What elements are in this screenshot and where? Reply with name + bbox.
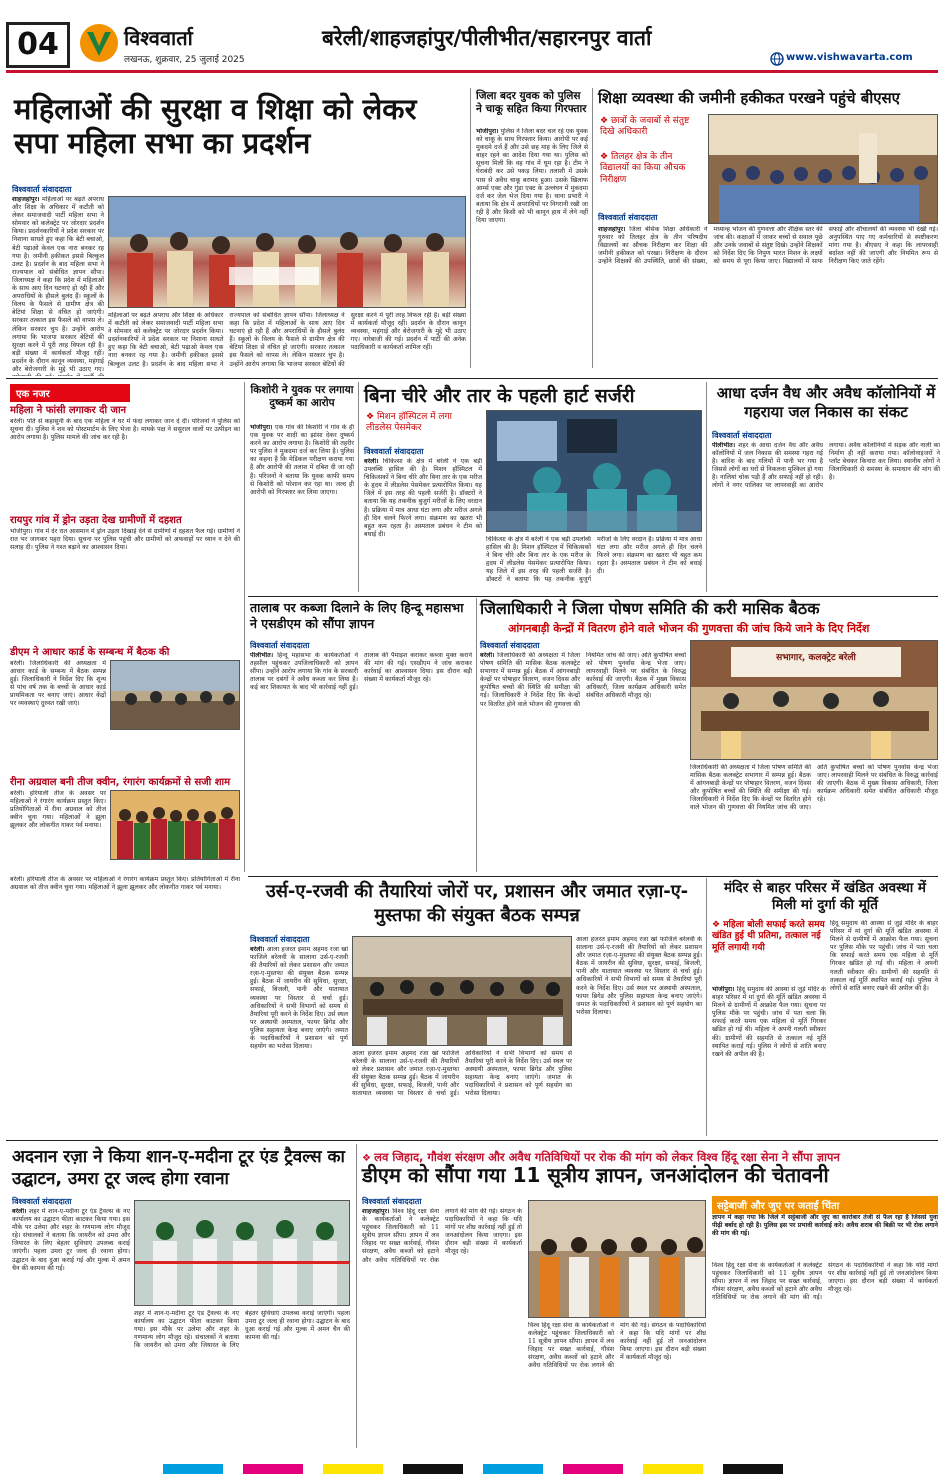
ek-najar-label: एक नजर — [10, 384, 130, 402]
place-pond: पीलीभीत। — [250, 652, 274, 659]
satta-label-text: सट्टेबाजी और जुए पर जताई चिंता — [717, 1201, 840, 1212]
photo-urs — [352, 936, 572, 1046]
col-divider — [476, 598, 477, 872]
page-number-text: 04 — [17, 27, 59, 62]
headline-adnan: अदनान रज़ा ने किया शान-ए-मदीना टूर एंड ट्रैवल्स का उद्घाटन, उमरा टूर जल्द होगा रवाना — [12, 1147, 345, 1189]
place-expelled: भोजीपुरा। — [476, 128, 499, 135]
bsa-bullet-2-text: तिलहर क्षेत्र के तीन विद्यालयों का किया औचक निरीक्षण — [600, 152, 686, 185]
vhp-top-icon: ❖ — [362, 1153, 375, 1164]
story-vhp-body-2 — [528, 1322, 706, 1448]
body-sp-1: महिलाओं पर बढ़ते अपराध और शिक्षा के अधिकार में कटौती को लेकर समाजवादी पार्टी महिला सभा ने सोमवार को कलेक्ट्रेट पर जोरदार प्रदर्शन किया। प्रदर्शनकारियों ने प्रदेश सरकार पर निशाना साधते हुए कहा कि बेटी बचाओ, बेटी पढ़ाओ केवल एक नारा बनकर रह गया है। जमीनी हकीकत इससे बिल्कुल उलट है। प्रदर्शन के बाद महिला सभा ने राज्यपाल को संबोधित ज्ञापन सौंपा। जिलाध्यक्ष ने कहा कि प्रदेश में महिलाओं के साथ आए दिन घटनाएं हो रही हैं और अपराधियों के हौसले बुलंद हैं। स्कूलों के विलय के फैसले से ग्रामीण क्षेत्र की बेटियां शिक्षा से वंचित हो जाएंगी। सरकार तत्काल इस फैसले को वापस ले। लेकिन सरकार चुप है। उन्होंने आरोप लगाया कि भाजपा सरकार बेटियों की सुरक्षा करने में पूरी तरह विफल रही है। बड़ी संख्या में कार्यकर्ता मौजूद रहीं। प्रदर्शन के दौरान कानून व्यवस्था, महंगाई और बेरोजगारी के मुद्दे भी उठाए गए। — [12, 196, 104, 373]
story-poshan-body-2 — [690, 764, 938, 872]
place-sp: शाहजहांपुर। — [12, 196, 40, 203]
eknajar-item-4-headline: रीना अग्रवाल बनी तीज क्वीन, रंगारंग कार्यक्रमों से सजी शाम — [10, 777, 231, 788]
photo-poshan — [690, 640, 938, 760]
website-link[interactable]: www.vishwavarta.com — [786, 52, 913, 63]
photo-bsa — [708, 114, 938, 224]
bsa-bullet-1 — [600, 116, 700, 139]
story-bsa-body — [598, 226, 938, 372]
place-kidnap: भोजीपुरा। — [250, 424, 273, 431]
eknajar-item-4-row — [10, 790, 240, 870]
story-expelled-body — [476, 128, 588, 376]
story-sp-body — [12, 196, 104, 376]
headline-expelled: जिला बदर युवक को पुलिस ने चाकू सहित किया गिरफ्तार — [476, 90, 587, 115]
body-adnan-2: शहर में शान-ए-मदीना टूर एंड ट्रैवल्स के नए कार्यालय का उद्घाटन फीता काटकर किया गया। इस मौके पर उलेमा और शहर के गणमान्य लोग मौजूद रहे। संचालकों ने बताया कि जायरीन को उमरा और जियारत के लिए बेहतर सुविधाएं उपलब्ध कराई जाएंगी। पहला उमरा टूर जल्द ही रवाना होगा। उद्घाटन के बाद दुआ कराई गई और मुल्क में अमन चैन की कामना की गई। — [134, 1310, 350, 1350]
photo-teej — [110, 790, 240, 860]
place-vhp: शाहजहांपुर। — [362, 1208, 390, 1215]
teej-continued-text: बरेली। हरियाली तीज के अवसर पर महिलाओं ने रंगारंग कार्यक्रम प्रस्तुत किए। प्रतियोगिताओं में रीना अग्रवाल को तीज क्वीन चुना गया। महिलाओं ने झूला झूलकर और लोकगीत गाकर पर्व मनाया। — [10, 876, 240, 892]
body-durga-1: हिंदू समुदाय की आस्था से जुड़े मंदिर के बाहर परिसर में मां दुर्गा की मूर्ति खंडित अवस्था में मिलने से ग्रामीणों में आक्रोश फैल गया। सूचना पर पुलिस मौके पर पहुंची। जांच में पता चला कि सफाई करते समय एक महिला से मूर्ति गिरकर खंडित हो गई थी। महिला ने अपनी गलती स्वीकार की। ग्रामीणों की सहमति से तत्काल नई मूर्ति स्थापित कराई गई। पुलिस ने लोगों से शांति बनाए रखने की अपील की है। — [712, 986, 826, 1058]
masthead — [0, 0, 945, 78]
place-heart: बरेली। — [364, 458, 379, 465]
body-satta-1: ज्ञापन में कहा गया कि जिले में सट्टेबाजी और जुए का कारोबार तेजी से फैल रहा है जिससे युवा पीढ़ी बर्बाद हो रही है। पुलिस इस पर प्रभावी कार्रवाई करे। अवैध शराब की बिक्री पर भी रोक लगाने की मांग की गई। — [712, 1214, 938, 1238]
place-colonies: पीलीभीत। — [712, 442, 736, 449]
story-vhp-body — [362, 1208, 522, 1448]
eknajar-item-4-body: बरेली। हरियाली तीज के अवसर पर महिलाओं ने रंगारंग कार्यक्रम प्रस्तुत किए। प्रतियोगिताओं में रीना अग्रवाल को तीज क्वीन चुना गया। महिलाओं ने झूला झूलकर और लोकगीत गाकर पर्व मनाया। — [10, 790, 106, 830]
page-number — [6, 22, 70, 68]
story-urs-body — [250, 946, 348, 1136]
body-urs-1: आला हजरत इमाम अहमद रजा खां फाजिले बरेलवी के सालाना उर्स-ए-रजवी की तैयारियों को लेकर प्रशासन और जमात रज़ा-ए-मुस्तफा की संयुक्त बैठक सम्पन्न हुई। बैठक में जायरीन की सुविधा, सुरक्षा, सफाई, बिजली, पानी और यातायात व्यवस्था पर विस्तार से चर्चा हुई। अधिकारियों ने सभी विभागों को समय से तैयारियां पूरी करने के निर्देश दिए। उर्स स्थल पर अस्थायी अस्पताल, फायर ब्रिगेड और पुलिस सहायता केन्द्र बनाए जाएंगे। जमात के पदाधिकारियों ने प्रशासन को पूर्ण सहयोग का भरोसा दिलाया। — [250, 946, 348, 1051]
bsa-bullet-2 — [600, 152, 700, 186]
paper-name: विश्ववार्ता — [124, 26, 193, 50]
byline-pond: विश्ववार्ता संवाददाता — [250, 641, 310, 650]
durga-bullet-text: महिला बोली सफाई करते समय खंडित हुई थी प्रतिमा, तत्काल नई मूर्ति लगायी गयी — [712, 920, 825, 953]
story-heart-body-2 — [486, 536, 702, 592]
body-poshan-1: जिलाधिकारी की अध्यक्षता में जिला पोषण समिति की मासिक बैठक कलक्ट्रेट सभागार में सम्पन्न हुई। बैठक में आंगनबाड़ी केन्द्रों पर पोषाहार वितरण, वजन दिवस और कुपोषित बच्चों की स्थिति की समीक्षा की गई। जिलाधिकारी ने निर्देश दिए कि केन्द्रों पर वितरित होने वाले भोजन की गुणवत्ता की नियमित जांच की जाए। अति कुपोषित बच्चों को पोषण पुनर्वास केन्द्र भेजा जाए। लापरवाही मिलने पर संबंधित के विरुद्ध कार्रवाई की जाएगी। बैठक में मुख्य विकास अधिकारी, जिला कार्यक्रम अधिकारी समेत संबंधित अधिकारी मौजूद रहे। — [480, 652, 686, 708]
poshan-sub: आंगनबाड़ी केन्द्रों में वितरण होने वाले भोजन की गुणवत्ता की जांच किये जाने के दिए निर्देश — [508, 622, 870, 635]
story-satta-body — [712, 1214, 938, 1258]
body-expelled: पुलिस ने जिला बदर चल रहे एक युवक को चाकू के साथ गिरफ्तार किया। आरोपी पर कई मुकदमे दर्ज हैं और उसे छह माह के लिए जिले से बाहर रहने का आदेश दिया गया था। पुलिस को सूचना मिली कि वह गांव में घूम रहा है। टीम ने घेराबंदी कर उसे पकड़ लिया। तलाशी में उसके पास से अवैध चाकू बरामद हुआ। उसके खिलाफ आर्म्स एक्ट और गुंडा एक्ट के उल्लंघन में मुकदमा दर्ज कर जेल भेज दिया गया है। थाना प्रभारी ने बताया कि क्षेत्र में अपराधियों पर निगरानी रखी जा रही है और किसी को भी कानून हाथ में लेने नहीं दिया जाएगा। — [476, 128, 588, 225]
story-urs-body-3 — [576, 936, 702, 1136]
byline-adnan: विश्ववार्ता संवाददाता — [12, 1197, 72, 1206]
eknajar-item-2-headline: रायपुर गांव में ड्रोन उड़ता देख ग्रामीणों में दहशत — [10, 515, 182, 526]
headline-bsa: शिक्षा व्यवस्था की जमीनी हकीकत परखने पहुंचे बीएसए — [598, 89, 900, 107]
body-vhp-3: विश्व हिंदू रक्षा सेना के कार्यकर्ताओं ने कलेक्ट्रेट पहुंचकर जिलाधिकारी को 11 सूत्रीय ज्ञापन सौंपा। ज्ञापन में लव जिहाद पर सख्त कार्रवाई, गौवंश संरक्षण, अवैध कब्जों को हटाने और अवैध गतिविधियों पर रोक लगाने की मांग की गई। संगठन के पदाधिकारियों ने कहा कि यदि मांगों पर शीघ्र कार्रवाई नहीं हुई तो जनआंदोलन किया जाएगा। इस दौरान बड़ी संख्या में कार्यकर्ता मौजूद रहे। — [712, 1262, 938, 1302]
body-adnan-1: शहर में शान-ए-मदीना टूर एंड ट्रैवल्स के नए कार्यालय का उद्घाटन फीता काटकर किया गया। इस मौके पर उलेमा और शहर के गणमान्य लोग मौजूद रहे। संचालकों ने बताया कि जायरीन को उमरा और जियारत के लिए बेहतर सुविधाएं उपलब्ध कराई जाएंगी। पहला उमरा टूर जल्द ही रवाना होगा। उद्घाटन के बाद दुआ कराई गई और मुल्क में अमन चैन की कामना की गई। — [12, 1208, 130, 1272]
byline-sp: विश्ववार्ता संवाददाता — [12, 185, 72, 194]
masthead-rule — [6, 70, 938, 73]
body-sp-2: महिलाओं पर बढ़ते अपराध और शिक्षा के अधिकार में कटौती को लेकर समाजवादी पार्टी महिला सभा ने सोमवार को कलेक्ट्रेट पर जोरदार प्रदर्शन किया। प्रदर्शनकारियों ने प्रदेश सरकार पर निशाना साधते हुए कहा कि बेटी बचाओ, बेटी पढ़ाओ केवल एक नारा बनकर रह गया है। जमीनी हकीकत इससे बिल्कुल उलट है। प्रदर्शन के बाद महिला सभा ने राज्यपाल को संबोधित ज्ञापन सौंपा। जिलाध्यक्ष ने कहा कि प्रदेश में महिलाओं के साथ आए दिन घटनाएं हो रही हैं और अपराधियों के हौसले बुलंद हैं। स्कूलों के विलय के फैसले से ग्रामीण क्षेत्र की बेटियां शिक्षा से वंचित हो जाएंगी। सरकार तत्काल इस फैसले को वापस ले। लेकिन सरकार चुप है। उन्होंने आरोप लगाया कि भाजपा सरकार बेटियों की सुरक्षा करने में पूरी तरह विफल रही है। बड़ी संख्या में कार्यकर्ता मौजूद रहीं। प्रदर्शन के दौरान कानून व्यवस्था, महंगाई और बेरोजगारी के मुद्दे भी उठाए गए। नारेबाजी की गई। प्रदर्शन में पार्टी की अनेक पदाधिकारी व कार्यकर्ता शामिल रहीं। — [108, 312, 466, 368]
body-kidnap: एक गांव की किशोरी ने गांव के ही एक युवक पर शादी का झांसा देकर दुष्कर्म करने का आरोप लगाया है। किशोरी की तहरीर पर पुलिस ने मुकदमा दर्ज कर लिया है। पुलिस का कहना है कि मेडिकल परीक्षण कराया गया है और आरोपी की तलाश में दबिश दी जा रही है। परिजनों ने बताया कि युवक काफी समय से किशोरी को परेशान कर रहा था। जल्द ही आरोपी को गिरफ्तार कर लिया जाएगा। — [250, 424, 354, 496]
story-adnan-body-2 — [134, 1310, 350, 1448]
heart-sub-text: मिशन हॉस्पिटल में लगा लीडलेस पेसमेकर — [366, 412, 452, 434]
headline-durga: मंदिर से बाहर परिसर में खंडित अवस्था में मिली मां दुर्गा की मूर्ति — [723, 880, 927, 913]
byline-heart: विश्ववार्ता संवाददाता — [364, 447, 424, 456]
bullet-icon: ❖ — [600, 152, 611, 162]
place-bsa: शाहजहांपुर। — [598, 226, 626, 233]
body-heart-2: चिकित्सा के क्षेत्र में बरेली ने एक बड़ी उपलब्धि हासिल की है। मिशन हॉस्पिटल में चिकित्सकों ने बिना चीरे और बिना तार के एक मरीज के हृदय में लीडलेस पेसमेकर प्रत्यारोपित किया। यह जिले में इस तरह की पहली सर्जरी है। डॉक्टरों ने बताया कि यह तकनीक बुजुर्ग मरीजों के लिए वरदान है। प्रक्रिया में मात्र आधा घंटा लगा और मरीज अगले ही दिन चलने फिरने लगा। संक्रमण का खतरा भी बहुत कम रहता है। अस्पताल प्रबंधन ने टीम को बधाई दी। — [486, 536, 702, 584]
byline-urs: विश्ववार्ता संवाददाता — [250, 935, 310, 944]
bsa-bullet-1-text: छात्रों के जवाबों से संतुष्ट दिखे अधिकारी — [600, 116, 690, 138]
eknajar-item-3-row — [10, 660, 240, 770]
col-divider — [244, 382, 245, 872]
col-divider — [358, 382, 359, 592]
place-urs: बरेली। — [250, 946, 265, 953]
story-satta-body-2 — [712, 1262, 938, 1448]
byline-colonies: विश्ववार्ता संवाददाता — [712, 431, 772, 440]
body-vhp-2: विश्व हिंदू रक्षा सेना के कार्यकर्ताओं ने कलेक्ट्रेट पहुंचकर जिलाधिकारी को 11 सूत्रीय ज्ञापन सौंपा। ज्ञापन में लव जिहाद पर सख्त कार्रवाई, गौवंश संरक्षण, अवैध कब्जों को हटाने और अवैध गतिविधियों पर रोक लगाने की मांग की गई। संगठन के पदाधिकारियों ने कहा कि यदि मांगों पर शीघ्र कार्रवाई नहीं हुई तो जनआंदोलन किया जाएगा। इस दौरान बड़ी संख्या में कार्यकर्ता मौजूद रहे। — [528, 1322, 706, 1370]
photo-vhp — [528, 1200, 706, 1318]
place-durga: भोजीपुरा। — [712, 986, 735, 993]
body-poshan-2: जिलाधिकारी की अध्यक्षता में जिला पोषण समिति की मासिक बैठक कलक्ट्रेट सभागार में सम्पन्न हुई। बैठक में आंगनबाड़ी केन्द्रों पर पोषाहार वितरण, वजन दिवस और कुपोषित बच्चों की स्थिति की समीक्षा की गई। जिलाधिकारी ने निर्देश दिए कि केन्द्रों पर वितरित होने वाले भोजन की गुणवत्ता की नियमित जांच की जाए। अति कुपोषित बच्चों को पोषण पुनर्वास केन्द्र भेजा जाए। लापरवाही मिलने पर संबंधित के विरुद्ध कार्रवाई की जाएगी। बैठक में मुख्य विकास अधिकारी, जिला कार्यक्रम अधिकारी समेत संबंधित अधिकारी मौजूद रहे। — [690, 764, 938, 812]
story-adnan-body — [12, 1208, 130, 1448]
headline-sp: महिलाओं की सुरक्षा व शिक्षा को लेकर सपा महिला सभा का प्रदर्शन — [14, 92, 417, 160]
photo-adnan — [134, 1200, 350, 1306]
heart-sub — [366, 412, 476, 435]
photo-heart — [486, 410, 702, 532]
headline-heart: बिना चीरे और तार के पहली हार्ट सर्जरी — [364, 385, 635, 407]
place-adnan: बरेली। — [12, 1208, 27, 1215]
place-poshan: बरेली। — [480, 652, 495, 659]
bullet-icon: ❖ — [600, 116, 611, 126]
story-heart-body — [364, 458, 482, 592]
edition-title: बरेली/शाहजहांपुर/पीलीभीत/सहारनपुर वार्ता — [322, 26, 652, 50]
headline-pond: तालाब पर कब्जा दिलाने के लिए हिन्दू महासभा ने एसडीएम को सौंपा ज्ञापन — [250, 600, 464, 631]
body-urs-3: आला हजरत इमाम अहमद रजा खां फाजिले बरेलवी के सालाना उर्स-ए-रजवी की तैयारियों को लेकर प्रशासन और जमात रज़ा-ए-मुस्तफा की संयुक्त बैठक सम्पन्न हुई। बैठक में जायरीन की सुविधा, सुरक्षा, सफाई, बिजली, पानी और यातायात व्यवस्था पर विस्तार से चर्चा हुई। अधिकारियों ने सभी विभागों को समय से तैयारियां पूरी करने के निर्देश दिए। उर्स स्थल पर अस्थायी अस्पताल, फायर ब्रिगेड और पुलिस सहायता केन्द्र बनाए जाएंगे। जमात के पदाधिकारियों ने प्रशासन को पूर्ण सहयोग का भरोसा दिलाया। — [576, 936, 702, 1016]
story-kidnap-body — [250, 424, 354, 592]
byline-vhp: विश्ववार्ता संवाददाता — [362, 1197, 422, 1206]
body-bsa: जिला बेसिक शिक्षा अधिकारी ने गुरुवार को तिलहर क्षेत्र के तीन परिषदीय विद्यालयों का औचक निरीक्षण कर शिक्षा की जमीनी हकीकत को परखा। निरीक्षण के दौरान उन्होंने शिक्षकों की उपस्थिति, छात्रों की संख्या, मध्यान्ह भोजन की गुणवत्ता और शैक्षिक स्तर की जांच की। कक्षाओं में जाकर बच्चों से सवाल पूछे और उनके जवाबों से संतुष्ट दिखे। उन्होंने शिक्षकों को निर्देश दिए कि निपुण भारत मिशन के लक्ष्यों को समय से पूरा किया जाए। विद्यालयों में साफ सफाई और शौचालयों की व्यवस्था भी देखी गई। अनुपस्थित पाए गए कर्मचारियों से स्पष्टीकरण मांगा गया है। बीएसए ने कहा कि लापरवाही बर्दाश्त नहीं की जाएगी और नियमित रूप से निरीक्षण किए जाते रहेंगे। — [598, 226, 938, 266]
story-durga-body — [712, 986, 826, 1136]
bullet-icon: ❖ — [712, 920, 724, 930]
story-durga-body-2 — [830, 920, 938, 1136]
byline-poshan: विश्ववार्ता संवाददाता — [480, 641, 540, 650]
story-sp-body-2 — [108, 312, 466, 376]
body-colonies: शहर के आधा दर्जन वैध और अवैध कॉलोनियों में जल निकास की समस्या गहरा गई है। बारिश के बाद गलियों में पानी भर गया है जिससे लोगों का घरों से निकलना मुश्किल हो गया है। नालियां चोक पड़ी हैं और सफाई नहीं हो रही। लोगों ने नगर पालिका पर लापरवाही का आरोप लगाया। अवैध कॉलोनियों में सड़क और नाली का निर्माण ही नहीं कराया गया। कॉलोनाइजरों ने प्लॉट बेचकर किनारा कर लिया। स्थानीय लोगों ने जिलाधिकारी से समस्या के समाधान की मांग की है। — [712, 442, 940, 490]
logo-icon — [78, 22, 120, 64]
globe-icon — [770, 51, 784, 65]
body-pond: हिन्दू महासभा के कार्यकर्ताओं ने तहसील पहुंचकर उपजिलाधिकारी को ज्ञापन सौंपा। उन्होंने आरोप लगाया कि गांव के सरकारी तालाब पर दबंगों ने अवैध कब्जा कर लिया है। कई बार शिकायत के बाद भी कार्रवाई नहीं हुई। तालाब की पैमाइश कराकर कब्जा मुक्त कराने की मांग की गई। एसडीएम ने जांच कराकर कार्रवाई का आश्वासन दिया। इस दौरान बड़ी संख्या में कार्यकर्ता मौजूद रहे। — [250, 652, 472, 692]
headline-poshan: जिलाधिकारी ने जिला पोषण समिति की करी मासिक बैठक — [480, 599, 820, 618]
col-divider — [356, 1144, 357, 1448]
eknajar-item-3-headline: डीएम ने आधार कार्ड के सम्बन्ध में बैठक की — [10, 647, 170, 658]
registration-bar — [0, 1464, 945, 1474]
section-rule — [6, 1140, 938, 1141]
body-durga-2: हिंदू समुदाय की आस्था से जुड़े मंदिर के बाहर परिसर में मां दुर्गा की मूर्ति खंडित अवस्था में मिलने से ग्रामीणों में आक्रोश फैल गया। सूचना पर पुलिस मौके पर पहुंची। जांच में पता चला कि सफाई करते समय एक महिला से मूर्ति गिरकर खंडित हो गई थी। महिला ने अपनी गलती स्वीकार की। ग्रामीणों की सहमति से तत्काल नई मूर्ति स्थापित कराई गई। पुलिस ने लोगों से शांति बनाए रखने की अपील की है। — [830, 920, 938, 992]
body-heart-1: चिकित्सा के क्षेत्र में बरेली ने एक बड़ी उपलब्धि हासिल की है। मिशन हॉस्पिटल में चिकित्सकों ने बिना चीरे और बिना तार के एक मरीज के हृदय में लीडलेस पेसमेकर प्रत्यारोपित किया। यह जिले में इस तरह की पहली सर्जरी है। डॉक्टरों ने बताया कि यह तकनीक बुजुर्ग मरीजों के लिए वरदान है। प्रक्रिया में मात्र आधा घंटा लगा और मरीज अगले ही दिन चलने फिरने लगा। संक्रमण का खतरा भी बहुत कम रहता है। अस्पताल प्रबंधन ने टीम को बधाई दी। — [364, 458, 482, 538]
col-divider — [706, 382, 707, 592]
col-divider — [470, 88, 471, 368]
ek-najar-column — [10, 402, 240, 872]
story-poshan-body — [480, 652, 686, 872]
story-urs-body-2 — [352, 1050, 572, 1136]
eknajar-item-1-body: बरेली। पति से कहासुनी के बाद एक महिला ने घर में फंदा लगाकर जान दे दी। परिजनों ने पुलिस को सूचना दी। पुलिस ने शव को पोस्टमार्टम के लिए भेजा है। मायके पक्ष ने ससुराल वालों पर उत्पीड़न का आरोप लगाया है। पुलिस मामले की जांच कर रही है। — [10, 418, 240, 442]
eknajar-item-2-body: भोजीपुरा। गांव में देर रात आसमान में ड्रोन उड़ता दिखाई देने से ग्रामीणों में दहशत फैल गई। ग्रामीणों ने रात भर जागकर पहरा दिया। सूचना पर पुलिस पहुंची और ग्रामीणों को अफवाहों पर ध्यान न देने की सलाह दी। पुलिस ने गश्त बढ़ाने का आश्वासन दिया। — [10, 528, 240, 552]
section-rule — [248, 876, 938, 877]
photo-sp — [108, 196, 466, 308]
section-rule — [248, 596, 938, 597]
eknajar-item-1-headline: महिला ने फांसी लगाकर दी जान — [10, 405, 127, 416]
story-colonies-body — [712, 442, 940, 592]
headline-kidnap: किशोरी ने युवक पर लगाया दुष्कर्म का आरोप — [250, 384, 354, 409]
headline-vhp-1: लव जिहाद, गौवंश संरक्षण और अवैध गतिविधियों पर रोक की मांग को लेकर विश्व हिंदू रक्षा सेना ने सौंपा ज्ञापन — [374, 1150, 840, 1164]
headline-vhp-2: डीएम को सौंपा गया 11 सूत्रीय ज्ञापन, जनआंदोलन की चेतावनी — [362, 1163, 829, 1187]
photo-dm-aadhaar — [110, 660, 240, 730]
col-divider — [592, 88, 593, 368]
bullet-icon: ❖ — [366, 412, 377, 422]
col-divider — [706, 878, 707, 1136]
body-urs-2: आला हजरत इमाम अहमद रजा खां फाजिले बरेलवी के सालाना उर्स-ए-रजवी की तैयारियों को लेकर प्रशासन और जमात रज़ा-ए-मुस्तफा की संयुक्त बैठक सम्पन्न हुई। बैठक में जायरीन की सुविधा, सुरक्षा, सफाई, बिजली, पानी और यातायात व्यवस्था पर विस्तार से चर्चा हुई। अधिकारियों ने सभी विभागों को समय से तैयारियां पूरी करने के निर्देश दिए। उर्स स्थल पर अस्थायी अस्पताल, फायर ब्रिगेड और पुलिस सहायता केन्द्र बनाए जाएंगे। जमात के पदाधिकारियों ने प्रशासन को पूर्ण सहयोग का भरोसा दिलाया। — [352, 1050, 572, 1098]
eknajar-item-3-body: बरेली। जिलाधिकारी की अध्यक्षता में आधार कार्ड के सम्बन्ध में बैठक सम्पन्न हुई। जिलाधिकारी ने निर्देश दिए कि शून्य से पांच वर्ष तक के बच्चों के आधार कार्ड प्राथमिकता पर बनाए जाएं। आधार केंद्रों पर व्यवस्थाएं दुरुस्त रखी जाएं। — [10, 660, 106, 708]
headline-urs: उर्स-ए-रजवी की तैयारियां जोरों पर, प्रशासन और जमात रज़ा-ए-मुस्तफा की संयुक्त बैठक सम्पन्न — [265, 881, 689, 926]
date-line: लखनऊ, शुक्रवार, 25 जुलाई 2025 — [124, 55, 245, 65]
satta-label — [712, 1196, 938, 1214]
poshan-banner: सभागार, कलक्ट्रेट बरेली — [776, 653, 856, 663]
story-pond-body — [250, 652, 472, 872]
section-rule — [6, 378, 938, 379]
byline-bsa: विश्ववार्ता संवाददाता — [598, 213, 658, 222]
headline-colonies: आधा दर्जन वैध और अवैध कॉलोनियों में गहराया जल निकास का संकट — [716, 384, 936, 421]
body-vhp-1: विश्व हिंदू रक्षा सेना के कार्यकर्ताओं ने कलेक्ट्रेट पहुंचकर जिलाधिकारी को 11 सूत्रीय ज्ञापन सौंपा। ज्ञापन में लव जिहाद पर सख्त कार्रवाई, गौवंश संरक्षण, अवैध कब्जों को हटाने और अवैध गतिविधियों पर रोक लगाने की मांग की गई। संगठन के पदाधिकारियों ने कहा कि यदि मांगों पर शीघ्र कार्रवाई नहीं हुई तो जनआंदोलन किया जाएगा। इस दौरान बड़ी संख्या में कार्यकर्ता मौजूद रहे। — [362, 1208, 522, 1264]
teej-continued — [10, 876, 240, 940]
durga-bullet — [712, 920, 826, 954]
